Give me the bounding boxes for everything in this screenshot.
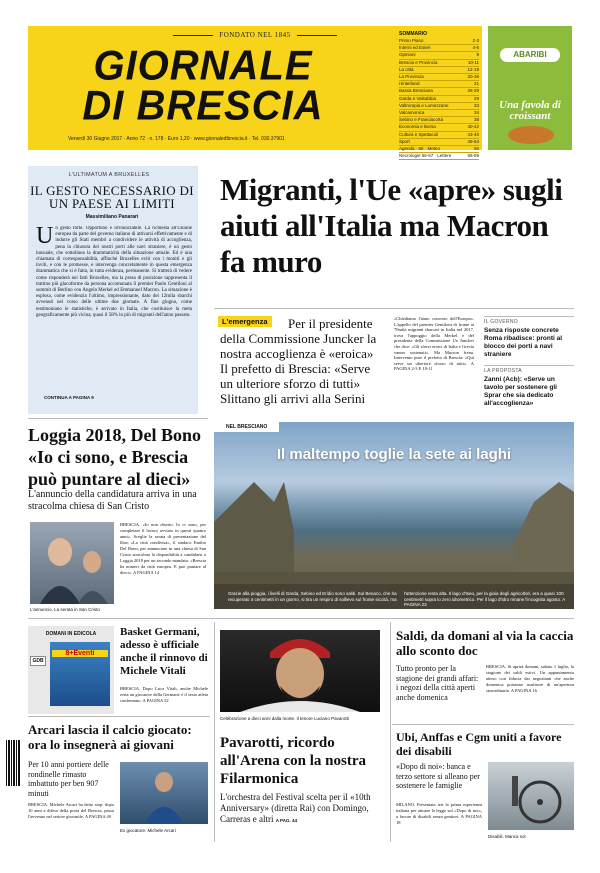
toc-section: Valcamonica	[399, 110, 425, 116]
magazine-cover-title: 8+Eventi	[52, 650, 108, 657]
toc-page: 4-6	[472, 45, 479, 51]
lead-sidebar	[484, 316, 574, 414]
advertisement[interactable]	[488, 26, 572, 150]
arcari-body: BRESCIA. Michele Arcari ha detto stop: dopo 10 anni a difesa della porta del Brescia, passa l'avvenuo nel settore giovanile. A PAGINA 49	[28, 802, 114, 819]
toc-row[interactable]	[399, 52, 479, 59]
toc-page: 56	[473, 146, 479, 152]
table-of-contents	[399, 31, 479, 160]
barcode	[6, 740, 20, 786]
divider	[28, 418, 208, 419]
toc-section: Brescia e Provincia	[399, 59, 438, 65]
pavarotti-caption: Celebrazione a dieci anni dalla morte. Il tenore Luciano Pavarotti	[220, 716, 349, 721]
toc-page: 58-59	[467, 153, 479, 159]
toc-section: Bassa Bresciana	[399, 88, 433, 94]
toc-section: Opinioni	[399, 52, 416, 58]
toc-page: 38	[473, 117, 479, 123]
arcari-photo[interactable]	[120, 762, 208, 824]
toc-section: Primo Piano	[399, 38, 424, 43]
toc-section: Necrologie 56-67 · Lettere	[399, 153, 452, 159]
loggia-subtitle: L'annuncio della candidatura arriva in una stracolma chiesa di San Cristo	[28, 489, 197, 512]
toc-section: Valtrompia e Lumezzane	[399, 102, 449, 108]
basket-body: BRESCIA. Dopo Luca Vitali, anche Michele resta un giocatore della Germani: è il sesto atleta confermato. A PAGINA 52	[120, 686, 208, 703]
lead-column: «Chiediamo l'aiuto concreto dell'Europa». L'appello del premier Gentiloni di fronte ai 70mila migranti sbarcati in Italia nel 2017, trova l'appoggio della Merkel e del presidente della Commissione Ue Juncker che dice: «Gli sforzi eroici di Italia e Grecia vanno sostenuti». Ma Macron frena. Intervento pure il prefetto di Brescia: «Qui serve un ulteriore sforzo di tutti». A PAGINA 2-3 E 10-11	[394, 316, 474, 372]
editorial-kicker: L'ULTIMATUM A BRUXELLES	[68, 172, 150, 178]
toc-row[interactable]	[399, 45, 479, 52]
toc-row[interactable]	[399, 81, 479, 88]
loggia-photo[interactable]	[30, 522, 114, 604]
toc-page: 2-3	[472, 38, 479, 43]
toc-row[interactable]	[399, 117, 479, 124]
hero-caption-left: Grazie alla pioggia, i livelli di Garda, Sebino ed Eridio sono saliti. Sul Benaco, che ha recuperato 4 centimetri in un giorno, si tira un respiro di sollievo sul fronte siccità, ma	[228, 591, 397, 602]
hero-kicker: NEL BRESCIANO	[214, 422, 279, 432]
toc-row[interactable]	[399, 67, 479, 74]
drop-cap: U	[36, 226, 54, 249]
lead-label: L'emergenza	[218, 316, 272, 327]
toc-page: 12-19	[467, 66, 479, 72]
saldi-headline[interactable]: Saldi, da domani al via la caccia allo sconto doc	[396, 628, 574, 658]
divider	[214, 308, 574, 309]
pavarotti-subtitle-text: L'orchestra del Festival scelta per il «10th Anniversary» (diretta Rai) con Domingo, Carreras e altri	[220, 792, 371, 824]
editorial-author: Massimiliano Panarari	[85, 214, 139, 220]
toc-page: 20-36	[467, 74, 479, 80]
toc-section: Garda e Valsabbia	[399, 95, 436, 101]
pavarotti-photo[interactable]	[220, 630, 380, 712]
sidebar-label-proposta: LA PROPOSTA	[484, 365, 574, 374]
pavarotti-headline[interactable]: Pavarotti, ricordo all'Arena con la nostra Filarmonica	[220, 735, 366, 787]
toc-section: La Provincia	[399, 74, 424, 80]
saldi-body: BRESCIA. Si aprirà domani, sabato 1 luglio, la stagione dei saldi estivi. Un appuntamento atteso con fiducia dai negozianti che anche domenica potranno usufruire di un'apertura straordinaria. A PAGINA 16	[486, 664, 574, 693]
toc-page: 34	[473, 110, 479, 116]
toc-page: 29	[473, 95, 479, 101]
dateline: Venerdì 30 Giugno 2017 · Anno 72 · n. 178 · Euro 1,20 · www.giornaledibrescia.it · Tel. 030.37901	[68, 136, 285, 142]
sidebar-text-governo[interactable]: Senza risposte concrete Roma ribadisce: pronti al blocco dei porti a navi straniere	[484, 327, 563, 358]
toc-section: Agenda · 56 · Meteo	[399, 146, 441, 152]
divider	[28, 618, 574, 619]
toc-page: 28-29	[467, 88, 479, 94]
ubi-caption: Disabili. Manca sol	[488, 834, 526, 839]
editorial-body: n gesto forte. Opportuno e irrinunciabile. La richiesta all'Unione europea da parte del governo italiano di attivarsi effettivamente e di indurre gli Stati membri a condividere le attività di accoglienza, pena la chiusura dei nostri porti alle navi straniere, è un gesto inusuale, che sottolinea la drammaticità della situazione attuale. Ed è una chiamata di corresponsabilità, affinché Bruxelles eviti con i monitì e gli inviti, e con le promesse, e intervenga concretamente in questa emergenza drammatica che si è fatta, in tutta evidenza, permanente. Si tratterà di vedere come risponderà nei fatti Bruxelles, ma la presa di posizione rappresenta il trattino più glacoforme da persona accomunata il premier Paolo Gentiloni al summit di Berlino con Angela Merkel ed Emmanuel Macron. La situazione è esplosa, come evidenzia l'ultimo, impressionante, dato dei 12mila sbarchi avvenuti nel corso delle ultime due giornate. A fine giugno, come testimoniano le statistiche, è arrivato in Italia, che costituisce la meta geograficamente più vicina, quasi il 58% in più di migranti dell'anno passato.	[36, 226, 192, 318]
lead-standfirst: Per il presidente della Commissione Juncker la nostra accoglienza è «eroica» Il prefetto di Brescia: «Serve un ulteriore sforzo di tutti» Slittano gli arrivi alla Serini	[220, 316, 377, 406]
pavarotti-page-ref[interactable]: A PAG. 44	[275, 818, 297, 823]
founded-line: FONDATO NEL 1845	[28, 31, 482, 39]
divider	[214, 622, 215, 842]
croissant-icon	[508, 126, 554, 144]
toc-page: 33	[473, 102, 479, 108]
wheelchair-photo[interactable]	[488, 762, 574, 830]
arcari-headline[interactable]: Arcari lascia il calcio giocato: ora lo insegnerà ai giovani	[28, 722, 192, 752]
logo-line-1[interactable]: GIORNALE	[93, 42, 313, 90]
sidebar-label-governo: IL GOVERNO	[484, 316, 574, 325]
toc-row[interactable]	[399, 139, 479, 146]
edicola-label: DOMANI IN EDICOLA	[45, 631, 97, 637]
ad-slogan: Una favola di croissant	[499, 99, 561, 122]
toc-section: Sport	[399, 138, 410, 144]
toc-row[interactable]	[399, 103, 479, 110]
toc-page: 10-11	[467, 59, 479, 65]
toc-title: SOMMARIO	[399, 31, 428, 37]
margin-legal-text	[10, 180, 16, 720]
loggia-caption: L'annuncio. La serata in San Cristo	[30, 607, 100, 612]
toc-row[interactable]	[399, 60, 479, 67]
toc-row[interactable]	[399, 38, 479, 45]
editorial-continue-link[interactable]: CONTINUA A PAGINA 9	[44, 395, 94, 400]
divider	[392, 724, 574, 725]
toc-page: 9	[476, 52, 479, 58]
loggia-body: BRESCIA. «Io non diserto. Io ci sono, per completare il lavoro avviato in questi quattro anni». Sceglie la serata di presentazione del libro «La città condivisa», il sindaco Emilio Del Bono, per annunciare in una chiesa di San Cristo stracolma la disponibilità a candidarsi a Loggia 2018 per un secondo mandato. «Brescia ha numeri da città europea. E può puntare al dieci». A PAGINA 14	[120, 522, 206, 575]
ubi-subtitle: «Dopo di noi»: banca e terzo settore si alleano per sostenere le famiglie	[396, 762, 480, 790]
loggia-headline[interactable]: Loggia 2018, Del Bono «Io ci sono, e Brescia può puntare al dieci»	[28, 425, 202, 489]
toc-row[interactable]	[399, 74, 479, 81]
toc-section: Sebino e Franciacorta	[399, 117, 444, 123]
arcari-caption: Ex giocatore. Michele Arcari	[120, 828, 176, 833]
hero-headline[interactable]: Il maltempo toglie la sete ai laghi	[276, 446, 512, 463]
toc-section: Cultura e Spettacoli	[399, 131, 439, 137]
arcari-subtitle: Per 10 anni portiere delle rondinelle rimasto imbattuto per ben 907 minuti	[28, 760, 109, 798]
basket-headline[interactable]: Basket Germani, adesso è ufficiale anche il rinnovo di Michele Vitali	[120, 626, 208, 677]
toc-page: 49-54	[467, 138, 479, 144]
toc-row[interactable]	[399, 88, 479, 95]
saldi-subtitle: Tutto pronto per la stagione dei grandi affari: i negozi della città aperti anche domenica	[396, 664, 479, 702]
toc-section: Interni ed Esteri	[399, 45, 431, 51]
divider	[28, 716, 210, 717]
hero-caption-right: l'attenzione resta alta. Il lago d'Iseo, per la gioia degli agricoltori, era a quasi 100 centimetri sopra lo zero idrometrico. Per il lago d'Idro rimane l'incognita agosto. A PAGINA 23	[404, 591, 566, 607]
editorial-text	[36, 226, 192, 384]
sidebar-text-proposta[interactable]: Zanni (Acb): «Serve un tavolo per sostenere gli Sprar che sia dedicato all'accoglienza»	[484, 376, 557, 407]
toc-page: 40-42	[467, 124, 479, 130]
ubi-body: MILANO. Presentata ieri la prima esperienza italiana per attuare la legge sul «Dopo di noi», a favore di disabili senza genitori. A PAGINA 18	[396, 802, 482, 825]
toc-section: Hinterland	[399, 81, 420, 87]
toc-section: Economia e Borsa	[399, 124, 436, 130]
toc-row[interactable]	[399, 96, 479, 103]
pavarotti-subtitle	[220, 792, 390, 826]
ad-brand: ABARIBI	[500, 48, 560, 62]
main-headline[interactable]: Migranti, l'Ue «apre» sugli aiuti all'Italia ma Macron fa muro	[220, 172, 563, 279]
divider	[390, 622, 391, 842]
toc-row[interactable]	[399, 146, 479, 153]
toc-row[interactable]	[399, 153, 479, 160]
ubi-headline[interactable]: Ubi, Anffas e Cgm uniti a favore dei disabili	[396, 730, 562, 758]
logo-line-2[interactable]: DI BRESCIA	[82, 82, 324, 130]
toc-list	[399, 38, 479, 160]
toc-row[interactable]	[399, 124, 479, 131]
toc-page: 43-46	[467, 131, 479, 137]
toc-row[interactable]	[399, 110, 479, 117]
toc-row[interactable]	[399, 132, 479, 139]
toc-page: 21	[473, 81, 479, 87]
editorial-title[interactable]: IL GESTO NECESSARIO DI UN PAESE AI LIMITI	[30, 183, 194, 211]
toc-section: La città	[399, 66, 414, 72]
masthead	[28, 26, 482, 159]
gdb-badge: GDB	[30, 656, 46, 666]
